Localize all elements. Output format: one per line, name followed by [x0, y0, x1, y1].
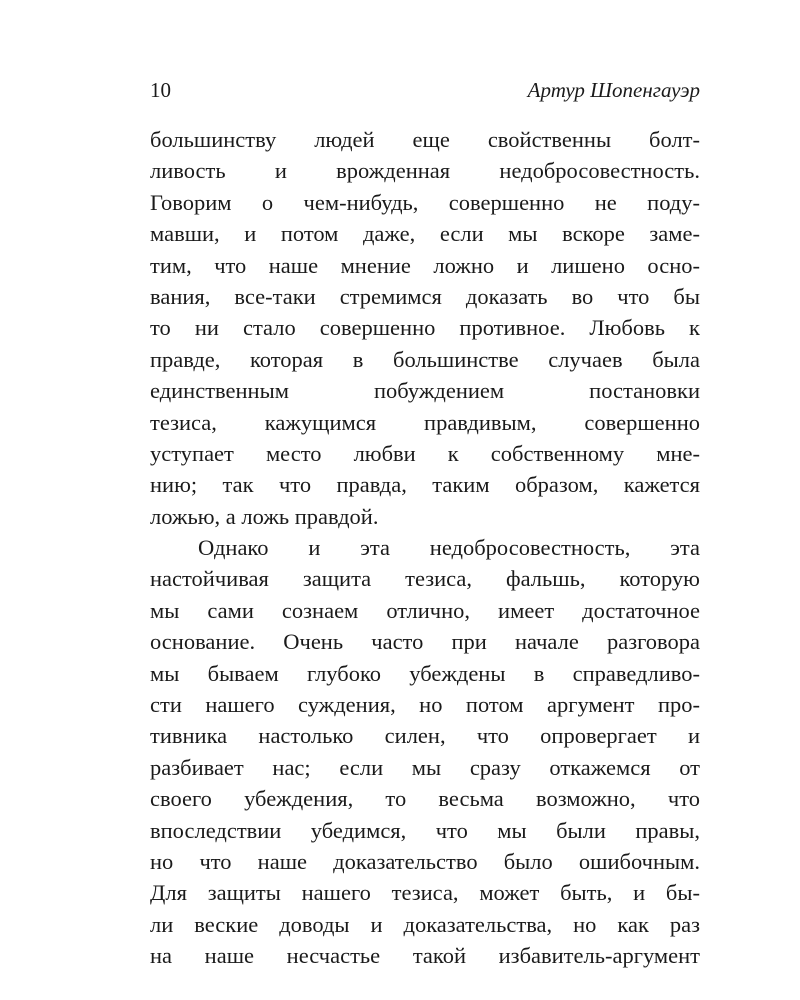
text-line: но что наше доказательство было ошибочным. — [150, 848, 700, 874]
text-line: ливость и врожденная недобросовестность. — [150, 158, 700, 184]
text-line: Для защиты нашего тезиса, может быть, и бы- — [150, 880, 700, 906]
text-line: уступает место любви к собственному мне- — [150, 440, 700, 466]
text-line: тим, что наше мнение ложно и лишено осно- — [150, 252, 700, 278]
text-line: впоследствии убедимся, что мы были правы, — [150, 817, 700, 843]
text-line: разбивает нас; если мы сразу откажемся от — [150, 754, 700, 780]
text-line: то ни стало совершенно противное. Любовь к — [150, 315, 700, 341]
text-line: ли веские доводы и доказательства, но как раз — [150, 911, 700, 937]
text-line: настойчивая защита тезиса, фальшь, которую — [150, 566, 700, 592]
text-line: мавши, и потом даже, если мы вскоре заме- — [150, 221, 700, 247]
text-line: тезиса, кажущимся правдивым, совершенно — [150, 409, 700, 435]
text-line: тивника настолько силен, что опровергает и — [150, 723, 700, 749]
text-line: мы сами сознаем отлично, имеет достаточное — [150, 597, 700, 623]
text-line: на наше несчастье такой избавитель-аргумент — [150, 943, 700, 969]
book-page — [150, 78, 700, 972]
text-line: единственным побуждением постановки — [150, 378, 700, 404]
text-line: Говорим о чем-нибудь, совершенно не поду- — [150, 189, 700, 215]
text-line: вания, все-таки стремимся доказать во что бы — [150, 283, 700, 309]
running-head-author: Артур Шопенгауэр — [527, 78, 700, 102]
text-line: большинству людей еще свойственны болт- — [150, 127, 700, 152]
text-line: нию; так что правда, таким образом, кажется — [150, 472, 700, 498]
body-text — [150, 124, 700, 972]
text-line: основание. Очень часто при начале разговора — [150, 629, 700, 655]
text-line: сти нашего суждения, но потом аргумент про- — [150, 692, 700, 718]
text-line: своего убеждения, то весьма возможно, что — [150, 786, 700, 812]
paragraph-end-line: ложью, а ложь правдой. — [150, 503, 379, 529]
paragraph-start-line: Однако и эта недобросовестность, эта — [198, 535, 700, 561]
page-number: 10 — [150, 78, 171, 102]
text-line: мы бываем глубоко убеждены в справедливо- — [150, 660, 700, 686]
page-header — [150, 78, 700, 110]
text-line: правде, которая в большинстве случаев была — [150, 346, 700, 372]
